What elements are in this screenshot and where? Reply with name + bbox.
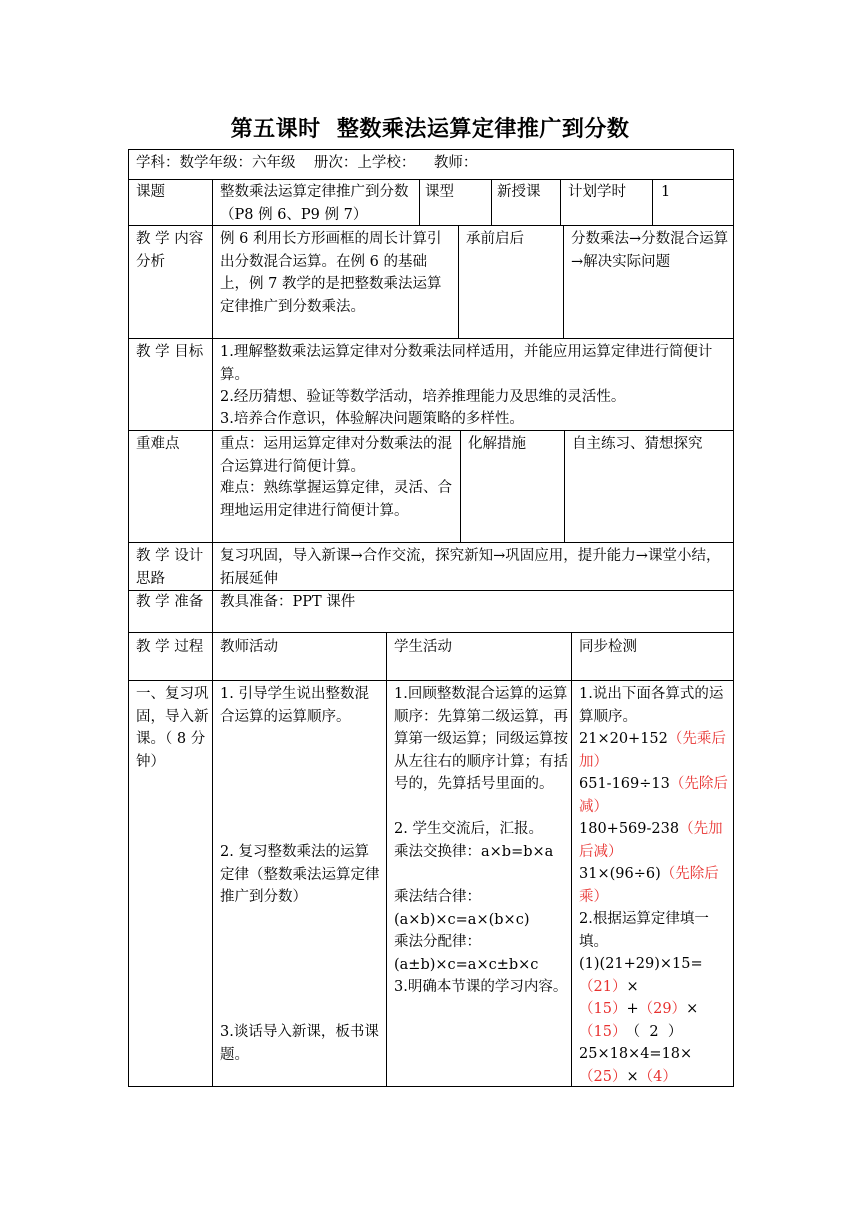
fill-expression: 25×18×4=18× bbox=[579, 1046, 693, 1062]
type-label: 课型 bbox=[425, 184, 454, 200]
check-question: 1.说出下面各算式的运算顺序。 bbox=[579, 686, 724, 725]
difficulty-point: 难点：熟练掌握运算定律，灵活、合理地运用定律进行简便计算。 bbox=[220, 480, 452, 519]
student-activity: 乘法结合律：(a×b)×c=a×(b×c) bbox=[394, 889, 530, 928]
check-header: 同步检测 bbox=[579, 639, 637, 655]
table-border bbox=[564, 430, 565, 542]
type-value: 新授课 bbox=[497, 184, 541, 200]
check-answer: （先乘后加） bbox=[579, 731, 726, 770]
check-fill-number: （ 2 ） bbox=[625, 1024, 683, 1040]
measure-label: 化解措施 bbox=[468, 436, 526, 452]
table-border bbox=[491, 179, 492, 225]
check-question: 2.根据运算定律填一填。 bbox=[579, 911, 709, 950]
analysis-label: 教 学 内容分析 bbox=[136, 231, 204, 270]
fill-answer: （21） bbox=[579, 978, 627, 995]
check-expression: 31×(96÷6) bbox=[579, 866, 661, 882]
fill-answer: （4） bbox=[638, 1068, 677, 1085]
topic-value: 整数乘法运算定律推广到分数（P8 例 6、P9 例 7） bbox=[220, 184, 409, 223]
goal-item: 2.经历猜想、验证等数学活动，培养推理能力及思维的灵活性。 bbox=[220, 389, 626, 405]
process-label: 教 学 过程 bbox=[136, 639, 204, 655]
check-expression: 21×20+152 bbox=[579, 731, 668, 747]
table-border bbox=[571, 632, 572, 1086]
table-border bbox=[128, 632, 734, 633]
fill-operator: × bbox=[626, 978, 639, 995]
fill-answer: （25） bbox=[579, 1068, 627, 1085]
check-exercise bbox=[579, 773, 729, 818]
hours-value: 1 bbox=[661, 184, 671, 200]
check-exercise bbox=[579, 863, 729, 908]
table-border bbox=[128, 149, 129, 1087]
student-activity: 乘法分配律：(a±b)×c=a×c±b×c bbox=[394, 934, 539, 973]
student-activity-header: 学生活动 bbox=[394, 639, 452, 655]
key-point: 重点：运用运算定律对分数乘法的混合运算进行简便计算。 bbox=[220, 436, 452, 475]
stage-label: 一、复习巩固，导入新课。（ 8 分钟） bbox=[136, 686, 209, 770]
check-answer: （先除后减） bbox=[579, 776, 728, 815]
page-title: 第五课时 整数乘法运算定律推广到分数 bbox=[230, 117, 630, 142]
check-expression: 651-169÷13 bbox=[579, 776, 670, 792]
student-activity: 1.回顾整数混合运算的运算顺序：先算第二级运算，再算第一级运算；同级运算按从左往右的顺序计算；有括号的，先算括号里面的。 bbox=[394, 686, 568, 792]
goals-label: 教 学 目标 bbox=[136, 344, 204, 360]
student-activity: 乘法交换律：a×b=b×a bbox=[394, 844, 554, 860]
hours-label: 计划学时 bbox=[568, 184, 626, 200]
table-border bbox=[386, 632, 387, 1086]
key-label: 重难点 bbox=[136, 436, 180, 452]
table-border bbox=[128, 338, 734, 339]
link-label: 承前启后 bbox=[466, 231, 524, 247]
prep-value: 教具准备：PPT 课件 bbox=[220, 594, 356, 610]
table-border bbox=[128, 225, 734, 226]
table-border bbox=[128, 149, 734, 150]
table-border bbox=[128, 680, 734, 681]
fill-answer: （15） bbox=[579, 1001, 627, 1017]
measure-value: 自主练习、猜想探究 bbox=[572, 436, 703, 452]
design-label: 教 学 设计思路 bbox=[136, 548, 204, 587]
table-border bbox=[128, 179, 734, 180]
table-border bbox=[652, 179, 653, 225]
table-border bbox=[560, 179, 561, 225]
teacher-activity: 3.谈话导入新课，板书课题。 bbox=[220, 1024, 379, 1063]
check-fill-2 bbox=[579, 1043, 731, 1088]
table-border bbox=[212, 179, 213, 1087]
design-value: 复习巩固，导入新课→合作交流，探究新知→巩固应用，提升能力→课堂小结，拓展延伸 bbox=[220, 548, 721, 587]
check-exercise bbox=[579, 728, 729, 773]
student-activity: 3.明确本节课的学习内容。 bbox=[394, 979, 568, 995]
fill-expression: (1)(21+29)×15= bbox=[579, 956, 703, 972]
fill-answer: （15） bbox=[579, 1023, 627, 1040]
table-border bbox=[128, 542, 734, 543]
topic-label: 课题 bbox=[136, 184, 165, 200]
teacher-activity: 1. 引导学生说出整数混合运算的运算顺序。 bbox=[220, 686, 369, 725]
prep-label: 教 学 准备 bbox=[136, 594, 204, 610]
link-value: 分数乘法→分数混合运算→解决实际问题 bbox=[571, 231, 729, 270]
table-border bbox=[458, 225, 459, 338]
teacher-activity: 2. 复习整数乘法的运算定律（整数乘法运算定律推广到分数） bbox=[220, 844, 380, 905]
table-border bbox=[563, 225, 564, 338]
check-answer: （先加后减） bbox=[579, 821, 723, 860]
fill-operator: × bbox=[626, 1068, 639, 1085]
fill-operator: × bbox=[686, 1001, 699, 1017]
table-border bbox=[733, 149, 734, 1087]
student-activity: 2. 学生交流后，汇报。 bbox=[394, 821, 543, 837]
header-info: 学科：数学年级：六年级 册次：上学校： 教师： bbox=[136, 155, 478, 171]
teacher-activity-header: 教师活动 bbox=[220, 639, 278, 655]
goal-item: 1.理解整数乘法运算定律对分数乘法同样适用，并能应用运算定律进行简便计算。 bbox=[220, 344, 713, 383]
check-answer: （先除后乘） bbox=[579, 866, 719, 905]
table-border bbox=[460, 430, 461, 542]
check-exercise bbox=[579, 818, 729, 863]
check-expression: 180+569-238 bbox=[579, 821, 680, 837]
table-border bbox=[419, 179, 420, 225]
goal-item: 3.培养合作意识，体验解决问题策略的多样性。 bbox=[220, 411, 524, 427]
fill-operator: + bbox=[626, 1001, 639, 1017]
analysis-value: 例 6 利用长方形画框的周长计算引出分数混合运算。在例 6 的基础上，例 7 教学的是把整数乘法运算定律推广到分数乘法。 bbox=[220, 231, 442, 315]
fill-answer: （29） bbox=[638, 1001, 687, 1017]
